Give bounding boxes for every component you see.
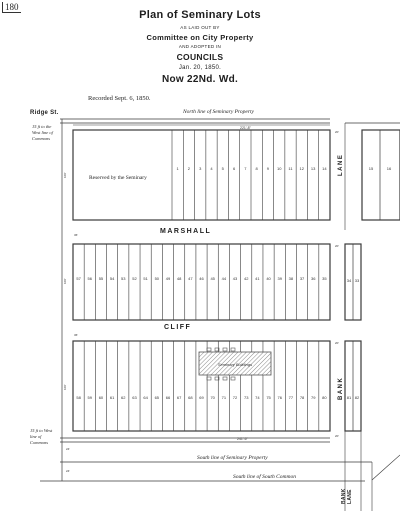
dim-lane-gap-3: 20' xyxy=(335,341,339,345)
lot-number: 10 xyxy=(276,166,282,171)
lot-number: 59 xyxy=(87,395,92,400)
lot-number: 37 xyxy=(299,276,305,281)
lot-number: 44 xyxy=(221,276,227,281)
lot-number: 9 xyxy=(266,166,270,171)
lot-number: 66 xyxy=(165,395,171,400)
lot-number: 68 xyxy=(188,395,193,400)
lot-number: 12 xyxy=(299,166,305,171)
north-line-label: North line of Seminary Property xyxy=(183,109,254,115)
row2-lot-lines xyxy=(84,244,319,320)
lot-number: 81 xyxy=(346,395,352,400)
lot-number: 65 xyxy=(154,395,160,400)
building-small-3 xyxy=(223,348,227,351)
block-1-outline xyxy=(73,130,330,220)
lot-number: 42 xyxy=(243,276,249,281)
building-small-7 xyxy=(223,377,227,380)
lot-number: 61 xyxy=(109,395,115,400)
title-line-3: AND ADOPTED IN xyxy=(178,44,222,49)
lot-number: 75 xyxy=(266,395,271,400)
diagonal-boundary xyxy=(372,455,400,480)
lot-number: 35 xyxy=(322,276,327,281)
south-common-label: South line of South Common xyxy=(233,474,296,480)
block-2-outline xyxy=(73,244,330,320)
lot-number: 76 xyxy=(277,395,282,400)
title-date: Jan. 20, 1850. xyxy=(178,65,222,71)
page-number: 180 xyxy=(2,2,21,13)
lot-number: 46 xyxy=(199,276,204,281)
title-line-1: AS LAID OUT BY xyxy=(180,25,220,30)
lot-number: 7 xyxy=(244,166,247,171)
lot-number: 64 xyxy=(143,395,148,400)
dim-bottom-width: 241'-6" xyxy=(237,437,248,441)
block-1-right-outline xyxy=(362,130,400,220)
dim-depth-3: 100' xyxy=(63,384,67,390)
lot-number: 11 xyxy=(288,166,293,171)
lot-number: 4 xyxy=(210,166,213,171)
west-bot-line-1: 15 ft to West xyxy=(30,428,53,433)
dim-left-edge-3: 24' xyxy=(66,447,70,451)
street-bank: BANK xyxy=(338,376,344,400)
lot-number: 6 xyxy=(232,166,236,171)
lot-number: 82 xyxy=(354,395,360,400)
dim-lane-gap-4: 20' xyxy=(335,434,339,438)
west-bot-line-3: Commons xyxy=(30,440,49,445)
lot-number: 71 xyxy=(221,395,227,400)
lot-number: 50 xyxy=(154,276,160,281)
lot-number: 15 xyxy=(368,166,374,171)
lot-number: 80 xyxy=(322,395,327,400)
lot-number: 69 xyxy=(199,395,204,400)
dim-lane-gap: 20' xyxy=(335,130,339,134)
dim-left-edge-2: 36' xyxy=(74,333,78,337)
lot-number: 41 xyxy=(255,276,260,281)
lot-number: 70 xyxy=(210,395,215,400)
lot-number: 55 xyxy=(98,276,104,281)
lot-number: 14 xyxy=(322,166,327,171)
lot-number: 54 xyxy=(109,276,115,281)
title-ward: Now 22Nd. Wd. xyxy=(161,74,239,85)
lot-number: 36 xyxy=(311,276,316,281)
lot-number: 40 xyxy=(266,276,271,281)
lot-number: 5 xyxy=(221,166,224,171)
building-small-4 xyxy=(231,348,235,351)
lot-number: 58 xyxy=(76,395,81,400)
west-top-line-3: Commons xyxy=(32,136,51,141)
lot-number: 2 xyxy=(187,166,191,171)
lot-number: 74 xyxy=(255,395,260,400)
street-cliff: CLIFF xyxy=(164,324,192,331)
lot-number: 79 xyxy=(311,395,316,400)
west-top-line-1: 15 ft to the xyxy=(32,124,52,129)
lot-number: 33 xyxy=(354,278,360,283)
street-bank-lane-line-1: BANK xyxy=(341,488,347,504)
lot-number: 16 xyxy=(386,166,392,171)
lot-number: 3 xyxy=(199,166,202,171)
lot-number: 56 xyxy=(87,276,92,281)
lot-number: 60 xyxy=(98,395,104,400)
lot-number: 39 xyxy=(277,276,282,281)
lot-number: 77 xyxy=(288,395,294,400)
dim-left-edge-4: 24' xyxy=(66,469,70,473)
row1-lot-lines xyxy=(172,130,319,220)
lot-number: 38 xyxy=(288,276,294,281)
lot-number: 13 xyxy=(310,166,316,171)
dim-left-edge-1: 36' xyxy=(74,233,78,237)
lot-number: 47 xyxy=(188,276,193,281)
south-line-label: South line of Seminary Property xyxy=(197,455,268,461)
lot-number: 34 xyxy=(346,278,352,283)
lot-number: 45 xyxy=(210,276,215,281)
lot-number: 72 xyxy=(232,395,238,400)
title-line-2: Committee on City Property xyxy=(146,33,254,42)
lot-number: 53 xyxy=(121,276,126,281)
lot-number: 48 xyxy=(176,276,182,281)
lot-number: 57 xyxy=(76,276,81,281)
street-marshall: MARSHALL xyxy=(160,228,212,235)
reserved-label: Reserved by the Seminary xyxy=(89,175,147,181)
west-top-line-2: West line of xyxy=(32,130,53,135)
lot-number: 63 xyxy=(132,395,137,400)
lot-number: 73 xyxy=(243,395,249,400)
lot-number: 8 xyxy=(255,166,258,171)
lot-number: 62 xyxy=(121,395,126,400)
buildings-label: Seminary Buildings xyxy=(217,362,253,367)
lot-number: 49 xyxy=(165,276,171,281)
dim-top-width: 221'-8" xyxy=(240,126,251,130)
title-line-4: COUNCILS xyxy=(176,52,224,62)
lot-number: 43 xyxy=(232,276,238,281)
lot-number: 51 xyxy=(143,276,148,281)
recorded-date: Recorded Sept. 6, 1850. xyxy=(88,95,151,102)
building-small-8 xyxy=(231,377,235,380)
building-small-5 xyxy=(207,377,211,380)
plan-title: Plan of Seminary Lots xyxy=(139,9,261,21)
dim-lane-gap-2: 20' xyxy=(335,244,339,248)
west-bot-line-2: line of xyxy=(30,434,42,439)
lot-number: 78 xyxy=(299,395,305,400)
dim-depth-1: 100' xyxy=(63,172,67,178)
lot-number: 1 xyxy=(176,166,179,171)
street-lane: LANE xyxy=(338,153,344,176)
building-small-1 xyxy=(207,348,211,351)
lot-number: 52 xyxy=(132,276,137,281)
street-ridge: Ridge St. xyxy=(30,110,59,116)
dim-depth-2: 100' xyxy=(63,278,67,284)
lot-number: 67 xyxy=(176,395,182,400)
street-bank-lane-line-2: LANE xyxy=(347,489,353,504)
